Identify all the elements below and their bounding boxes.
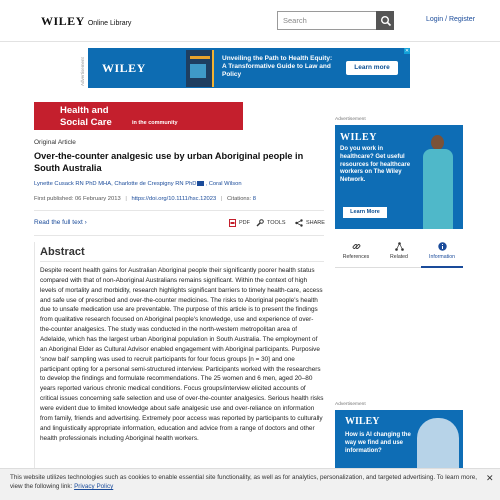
first-published-label: First published: — [34, 196, 74, 202]
tab-label: Related — [390, 254, 408, 260]
separator: | — [220, 196, 223, 202]
advertisement-label: Advertisement — [335, 117, 366, 122]
divider — [40, 261, 324, 262]
tab-references[interactable] — [335, 238, 377, 268]
divider — [34, 235, 324, 236]
cookie-text: This website utilizes technologies such as cookies to enable essential site functionality, as well as for analytics, personalization, and targeted advertising. To learn more, view the following link: — [10, 474, 478, 490]
pdf-button[interactable] — [229, 219, 250, 227]
cookie-banner — [0, 468, 500, 500]
ad-headline: Do you work in healthcare? Get useful resources for healthcare workers on The Wiley Network. — [340, 146, 411, 184]
search-button[interactable] — [376, 11, 394, 30]
sidebar-ad[interactable] — [335, 125, 463, 229]
privacy-policy-link[interactable]: Privacy Policy — [74, 482, 114, 490]
ad-brand: WILEY — [102, 61, 146, 75]
link-icon — [352, 242, 361, 251]
doi-link[interactable]: https://doi.org/10.1111/hsc.12023 — [131, 196, 217, 202]
email-icon[interactable] — [197, 181, 204, 186]
journal-title-line2: Social Care — [60, 117, 112, 128]
tools-label: TOOLS — [267, 220, 286, 226]
wiley-logo[interactable] — [41, 14, 131, 29]
person-image — [417, 418, 459, 472]
top-banner-ad[interactable] — [88, 48, 410, 88]
search-input[interactable]: Search — [277, 11, 377, 30]
separator: | — [125, 196, 127, 202]
author-link[interactable]: , Coral Wilson — [205, 181, 242, 187]
share-button[interactable] — [295, 219, 325, 227]
login-register-link[interactable]: Login / Register — [426, 16, 476, 23]
close-icon[interactable]: ✕ — [486, 473, 494, 483]
author-links[interactable]: Lynette Cusack RN PhD MHA, Charlotte de Crespigny RN PhD — [34, 181, 197, 187]
abstract-text: Despite recent health gains for Australian Aboriginal people their significantly poorer health status compared with that of non-Aboriginal Australians remains significant. Within the context of high levels of mortality and morbidity, research highlights significant barriers to timely health-care, access and safe use of prescribed and over-the-counter medicines. The risks to Aboriginal people's health due to unsafe medication use are preventable. The purpose of this article is to present the findings from qualitative research focused on Aboriginal people's knowledge, use and experience of over-the-counter analgesics. The study was conducted in the north-western metropolitan area of Adelaide, which has the largest urban Aboriginal population in South Australia. The employment of an Aboriginal Elder as Cultural Advisor enabled engagement with Aboriginal participants. Purposive 'snow ball' sampling was used to recruit participants for four focus groups [n = 30] and one participant opting for a personal semi-structured interview. Participants worked with the researchers to develop the findings and formulate recommendations. The 25 women and 6 men, aged 20–80 years reported various chronic medical conditions. Focus groups/interview elicited accounts of critical issues concerning safe selection and use of over-the-counter analgesics. Serious health risks were evident due to limited knowledge about safe analgesic use and over-reliance on information from family, friends and advertising. Extremely poor access was reported by participants to culturally and linguistically appropriate information, education and advice from a range of doctors and other health professionals including Aboriginal health workers. — [40, 267, 324, 442]
read-full-text-link[interactable] — [34, 219, 87, 226]
author-list — [34, 181, 242, 187]
journal-title-line1: Health and — [60, 105, 109, 116]
healthcare-worker-image — [421, 135, 455, 229]
cookie-notice — [10, 474, 480, 492]
article-type: Original Article — [34, 139, 76, 146]
wrench-icon — [256, 219, 264, 227]
logo-brand: WILEY — [41, 14, 85, 28]
logo-subtitle: Online Library — [87, 20, 132, 27]
first-published-date: 06 February 2013 — [74, 196, 121, 202]
pdf-icon — [229, 219, 236, 227]
share-icon — [295, 219, 303, 227]
advertisement-label: Advertisement — [335, 402, 366, 407]
sidebar-ad-2[interactable] — [335, 410, 463, 472]
ad-brand: WILEY — [345, 416, 380, 427]
ad-close-icon[interactable]: ✕ — [404, 48, 410, 54]
advertisement-label: Advertisement — [80, 57, 85, 86]
share-label: SHARE — [306, 220, 325, 226]
chevron-right-icon: › — [84, 219, 87, 226]
site-header — [0, 0, 500, 42]
publication-info — [34, 196, 256, 202]
pdf-label: PDF — [239, 220, 250, 226]
citations-label: Citations: — [227, 196, 252, 202]
related-icon — [395, 242, 404, 251]
info-icon — [438, 242, 447, 251]
read-full-label: Read the full text — [34, 219, 83, 226]
journal-title-line3: in the community — [132, 120, 178, 126]
article-tabs — [335, 238, 463, 268]
tab-related[interactable] — [378, 238, 420, 268]
search-icon — [380, 15, 392, 27]
ad-headline: How is AI changing the way we find and use information? — [345, 432, 411, 454]
tab-label: Information — [429, 254, 455, 260]
divider — [34, 210, 324, 211]
learn-more-button[interactable]: Learn more — [346, 61, 398, 75]
tab-information[interactable] — [421, 238, 463, 268]
book-cover-image — [186, 50, 214, 87]
journal-banner[interactable] — [34, 102, 243, 130]
tools-button[interactable] — [256, 219, 286, 227]
abstract-heading: Abstract — [40, 246, 85, 258]
ad-headline: Unveiling the Path to Health Equity: A Transformative Guide to Law and Policy — [222, 55, 333, 78]
tab-label: References — [342, 254, 370, 260]
learn-more-button[interactable]: Learn More — [343, 207, 387, 218]
citations-count[interactable]: 8 — [252, 196, 257, 202]
article-title: Over-the-counter analgesic use by urban Aboriginal people in South Australia — [34, 151, 304, 174]
ad-brand: WILEY — [340, 132, 377, 143]
